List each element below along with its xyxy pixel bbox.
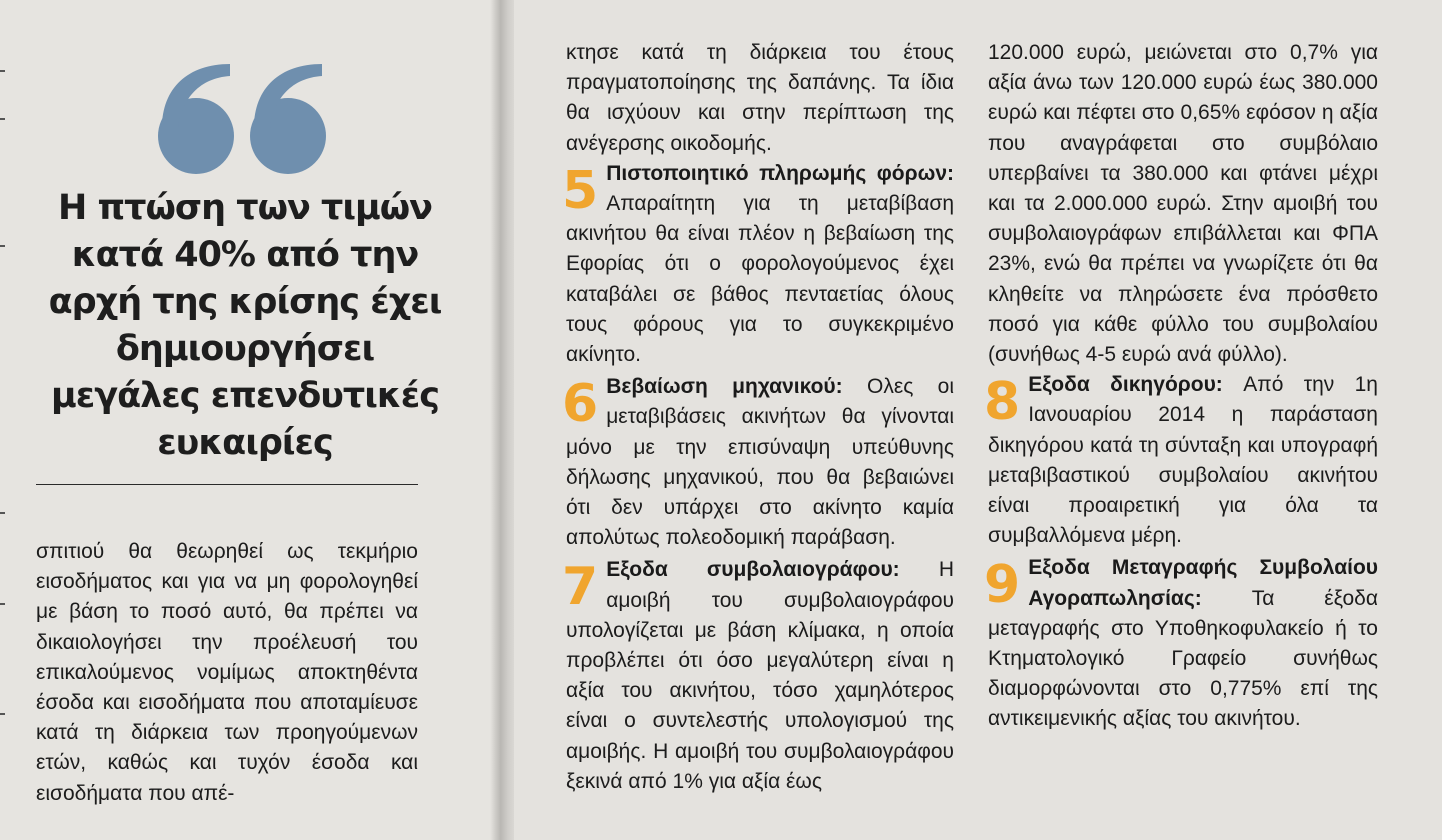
item-body: Απαραίτητη για τη μεταβίβαση ακινήτου θα είναι πλέον η βεβαίωση της Εφορίας ότι ο φορολογούμενος έχει καταβάλει σε βάθος πενταετίας όλους τους φόρους για το συγκεκριμένο ακίνητο. xyxy=(566,192,954,367)
item-title: Εξοδα δικηγόρου: xyxy=(1028,373,1244,397)
item-title: Πιστοποιητικό πληρωμής φόρων: xyxy=(606,161,954,185)
pull-quote: Η πτώση των τιμών κατά 40% από την αρχή της κρίσης έχει δημιουργήσει μεγάλες επενδυτικές ευκαιρίες xyxy=(48,188,442,463)
item-number: 5 xyxy=(562,160,599,221)
list-item xyxy=(562,555,954,797)
item-body: Ολες οι μεταβιβάσεις ακινήτων θα γίνονται μόνο με την επισύναψη υπεύθυνης δήλωσης μηχανικού, που θα βεβαιώνει ότι δεν υπάρχει στο ακίνητο καμία απολύτως πολεοδομική παράβαση. xyxy=(566,375,955,550)
item-title: Εξοδα συμβολαιογράφου: xyxy=(606,558,939,582)
paragraph: κτησε κατά τη διάρκεια του έτους πραγματοποίησης της δαπάνης. Τα ίδια θα ισχύουν και στην περίπτωση της ανέγερσης οικοδομής. xyxy=(566,41,954,155)
item-title: Βεβαίωση μηχανικού: xyxy=(606,375,867,399)
item-number: 6 xyxy=(562,374,599,435)
item-number: 7 xyxy=(562,557,599,618)
quotation-mark-icon xyxy=(148,58,338,178)
list-item xyxy=(562,159,954,370)
item-body: Από την 1η Ιανουαρίου 2014 η παράσταση δικηγόρου κατά τη σύνταξη και υπογραφή μεταβιβαστικού συμβολαίου ακινήτου είναι προαιρετική για όλα τα συμβαλλόμενα μέρη. xyxy=(988,373,1378,548)
page-edge-marks xyxy=(0,0,6,840)
item-body: Η αμοιβή του συμβολαιογράφου υπολογίζεται με βάση κλίμακα, η οποία προβλέπει ότι όσο μεγαλύτερη είναι η αξία του ακινήτου, τόσο χαμηλότερος είναι ο συντελεστής υπολογισμού της αμοιβής. Η αμοιβή του συμβολαιογράφου ξεκινά από 1% για αξία έως xyxy=(566,558,954,793)
item-body: Τα έξοδα μεταγραφής στο Υποθηκοφυλακείο ή το Κτηματολογικό Γραφείο συνήθως διαμορφώνονται στο 0,775% επί της αντικειμενικής αξίας του ακινήτου. xyxy=(988,586,1378,731)
left-page xyxy=(0,0,498,840)
item-title: Εξοδα Μεταγραφής Συμβολαίου Αγοραπωλησίας: xyxy=(1028,556,1378,610)
item-number: 8 xyxy=(984,372,1021,433)
article-column-middle xyxy=(562,38,955,799)
article-column-right xyxy=(984,38,1378,737)
paragraph: 120.000 ευρώ, μειώνεται στο 0,7% για αξία άνω των 120.000 ευρώ έως 380.000 ευρώ και πέφτει στο 0,65% εφόσον η αξία που αναγράφεται στο συμβόλαιο υπερβαίνει τα 380.000 και φτάνει μέχρι και τα 2.000.000 ευρώ. Στην αμοιβή του συμβολαιογράφων επιβάλλεται και ΦΠΑ 23%, ενώ θα πρέπει να γνωρίζετε ότι θα κληθείτε να πληρώσετε ένα πρόσθετο ποσό για κάθε φύλλο του συμβολαίου (συνήθως 4-5 ευρώ ανά φύλλο). xyxy=(988,41,1378,367)
list-item xyxy=(984,370,1378,551)
divider xyxy=(36,484,418,485)
paragraph: σπιτιού θα θεωρηθεί ως τεκμήριο εισοδήματος και για να μη φορολογηθεί με βάση το ποσό αυτό, θα πρέπει να δικαιολογήσει την προέλευσή του επικαλούμενος νομίμως αποκτηθέντα έσοδα και εισοδήματα που αποταμίευσε κατά τη διάρκεια των προηγούμενων ετών, καθώς και τυχόν έσοδα και εισοδήματα που απέ- xyxy=(36,540,418,805)
list-item xyxy=(562,372,955,553)
list-item xyxy=(984,553,1378,734)
article-column-left xyxy=(36,537,418,809)
item-number: 9 xyxy=(984,555,1021,616)
